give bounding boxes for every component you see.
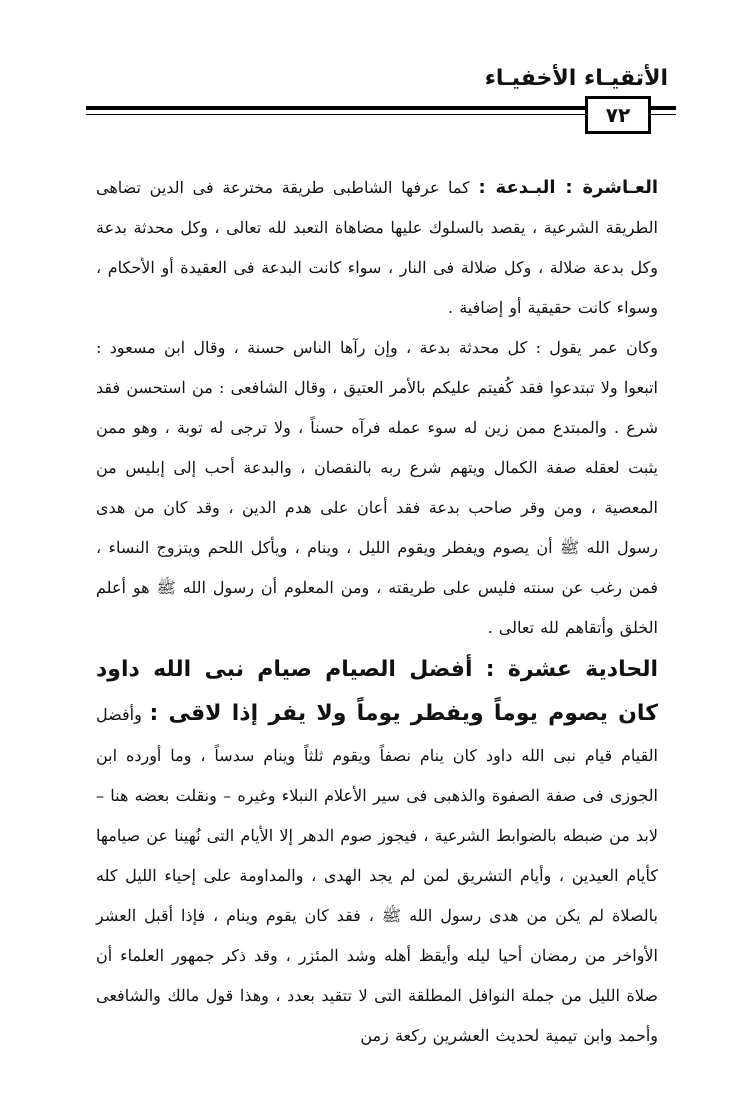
page-body — [96, 168, 658, 1056]
section-heading-bidaa: العـاشرة : البـدعة : — [478, 177, 658, 198]
paragraph-dawud-fasting — [96, 648, 658, 1056]
running-header-title: الأتقيـاء الأخفيـاء — [484, 66, 668, 91]
section-heading-dawud: الحادية عشرة : أفضل الصيام صيام نبى الله داود كان يصوم يوماً ويفطر يوماً ولا يفر إذا لاقى : — [96, 657, 658, 726]
paragraph-text: وكان عمر يقول : كل محدثة بدعة ، وإن رآها الناس حسنة ، وقال ابن مسعود : اتبعوا ولا تبتدعوا فقد كُفيتم عليكم بالأمر العتيق ، وقال الشافعى : من استحسن فقد شرع . والمبتدع ممن زين له سوء عمله فرآه حسناً ، ولا ترجى له توبة ، وهو ممن يثبت لعقله صفة الكمال ويتهم شرع ربه بالنقصان ، والبدعة أحب إلى إبليس من المعصية ، ومن وقر صاحب بدعة فقد أعان على هدم الدين ، وقد كان من هدى رسول الله ﷺ أن يصوم ويفطر ويقوم الليل ، وينام ، ويأكل اللحم ويتزوج النساء ، فمن رغب عن سنته فليس على طريقته ، ومن المعلوم أن رسول الله ﷺ هو أعلم الخلق وأتقاهم لله تعالى . — [96, 338, 658, 637]
page-number-text: ٧٢ — [605, 103, 631, 127]
paragraph-bidaa — [96, 168, 658, 328]
paragraph-text: وأفضل القيام قيام نبى الله داود كان ينام نصفاً ويقوم ثلثاً وينام سدساً ، وما أورده ابن الجوزى فى صفة الصفوة والذهبى فى سير الأعلام النبلاء وغيره – ونقلت بعضه هنا – لابد من ضبطه بالضوابط الشرعية ، فيجوز صوم الدهر إلا الأيام التى نُهينا عن صيامها كأيام العيدين ، وأيام التشريق لمن لم يجد الهدى ، والمداومة على إحياء الليل كله بالصلاة لم يكن من هدى رسول الله ﷺ ، فقد كان يقوم وينام ، فإذا أقبل العشر الأواخر من رمضان أحيا ليله وأيقظ أهله وشد المئزر ، وقد ذكر جمهور العلماء أن صلاة الليل من جملة النوافل المطلقة التى لا تتقيد بعدد ، وهذا قول مالك والشافعى وأحمد وابن تيمية لحديث العشرين ركعة زمن — [96, 705, 659, 1045]
paragraph-umar-quote — [96, 328, 658, 648]
page-number — [585, 96, 651, 134]
paragraph-text: كما عرفها الشاطبى طريقة مخترعة فى الدين تضاهى الطريقة الشرعية ، يقصد بالسلوك عليها مضاهاة التعبد لله تعالى ، وكل محدثة بدعة وكل بدعة ضلالة ، وكل ضلالة فى النار ، سواء كانت البدعة فى العقيدة أو الأحكام ، وسواء كانت حقيقية أو إضافية . — [96, 178, 658, 317]
